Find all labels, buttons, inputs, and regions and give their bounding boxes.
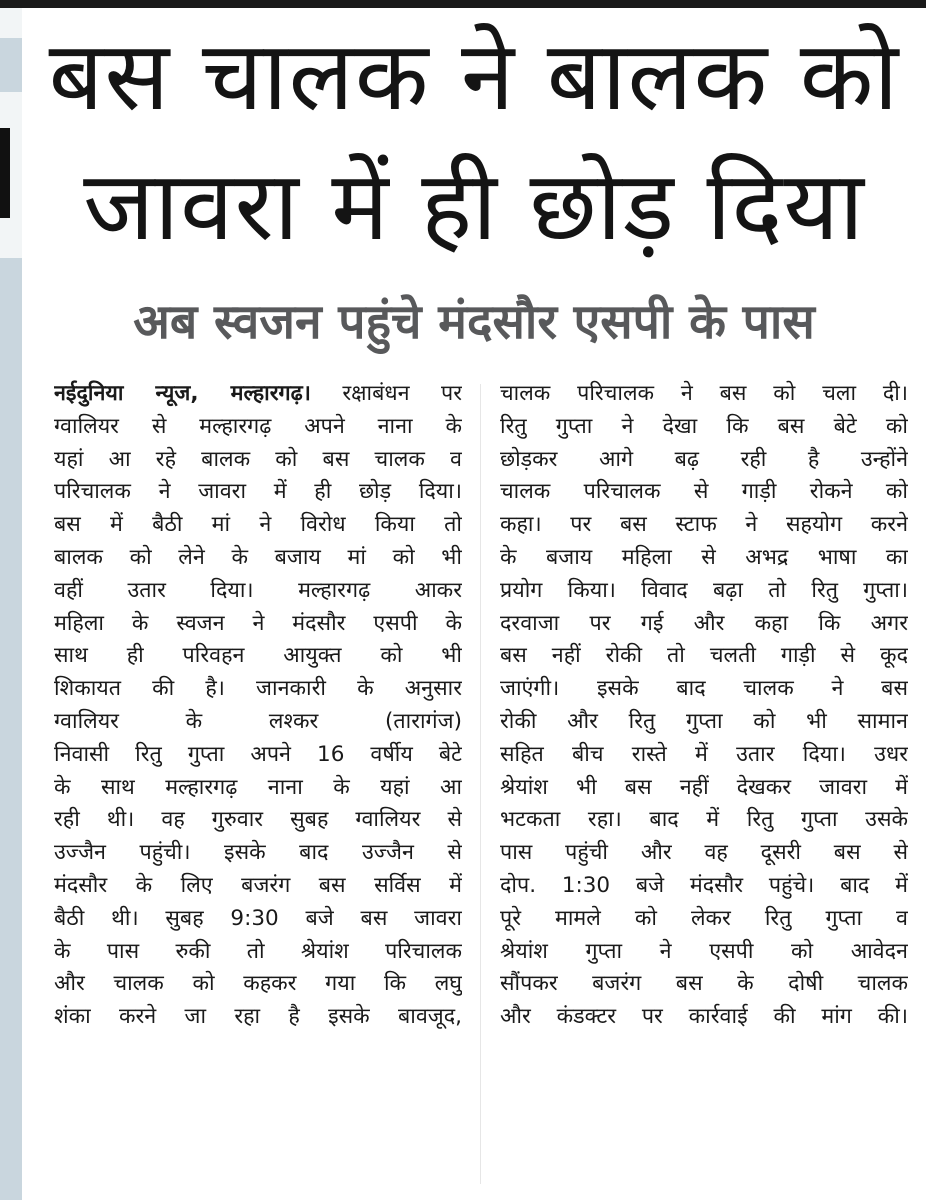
article-line: उज्जैन पहुंची। इसके बाद उज्जैन से <box>54 840 462 866</box>
article-line: सहित बीच रास्ते में उतार दिया। उधर <box>500 741 908 767</box>
article-line: बालक को लेने के बजाय मां को भी <box>54 544 462 570</box>
top-border <box>0 0 926 8</box>
article-line: मंदसौर के लिए बजरंग बस सर्विस में <box>54 872 462 898</box>
article-line: प्रयोग किया। विवाद बढ़ा तो रितु गुप्ता। <box>500 577 908 603</box>
article-line: साथ ही परिवहन आयुक्त को भी <box>54 643 462 669</box>
article-line: पास पहुंची और वह दूसरी बस से <box>500 840 908 866</box>
article-column-right <box>500 378 908 1034</box>
article-line: चालक परिचालक ने बस को चला दी। <box>500 381 908 406</box>
article-line: भटकता रहा। बाद में रितु गुप्ता उसके <box>500 807 908 833</box>
article-line: परिचालक ने जावरा में ही छोड़ दिया। <box>54 479 462 505</box>
article-line: के साथ मल्हारगढ़ नाना के यहां आ <box>54 774 462 800</box>
article-line: महिला के स्वजन ने मंदसौर एसपी के <box>54 610 462 636</box>
article-line: रही थी। वह गुरुवार सुबह ग्वालियर से <box>54 807 462 833</box>
article-line: यहां आ रहे बालक को बस चालक व <box>54 446 462 472</box>
article-line: श्रेयांश भी बस नहीं देखकर जावरा में <box>500 774 908 800</box>
article-line: रितु गुप्ता ने देखा कि बस बेटे को <box>500 413 908 439</box>
subheadline: अब स्वजन पहुंचे मंदसौर एसपी के पास <box>133 294 815 350</box>
article-line: छोड़कर आगे बढ़ रही है उन्होंने <box>500 446 908 472</box>
dateline: नईदुनिया न्यूज, मल्हारगढ़। <box>54 381 311 406</box>
article-line: और चालक को कहकर गया कि लघु <box>54 971 462 997</box>
article-line: दोप. 1:30 बजे मंदसौर पहुंचे। बाद में <box>500 872 908 898</box>
article-line: श्रेयांश गुप्ता ने एसपी को आवेदन <box>500 938 908 964</box>
article-line: के बजाय महिला से अभद्र भाषा का <box>500 544 908 570</box>
article-line: चालक परिचालक से गाड़ी रोकने को <box>500 479 908 505</box>
headline-line-1: बस चालक ने बालक को <box>48 20 900 132</box>
article-column-left <box>54 378 462 1034</box>
article-line: कहा। पर बस स्टाफ ने सहयोग करने <box>500 512 908 538</box>
article-line: सौंपकर बजरंग बस के दोषी चालक <box>500 971 908 997</box>
article-line: रोकी और रितु गुप्ता को भी सामान <box>500 708 908 734</box>
article-line: शंका करने जा रहा है इसके बावजूद, <box>54 1004 462 1030</box>
article-first-line <box>54 378 462 411</box>
article-line: वहीं उतार दिया। मल्हारगढ़ आकर <box>54 577 462 603</box>
first-line-text: रक्षाबंधन पर <box>310 381 462 406</box>
article-line: बस नहीं रोकी तो चलती गाड़ी से कूद <box>500 643 908 669</box>
article-line: बस में बैठी मां ने विरोध किया तो <box>54 512 462 538</box>
article-line: और कंडक्टर पर कार्रवाई की मांग की। <box>500 1004 908 1030</box>
article-line: दरवाजा पर गई और कहा कि अगर <box>500 610 908 636</box>
article-line: के पास रुकी तो श्रेयांश परिचालक <box>54 938 462 964</box>
article-line: जाएंगी। इसके बाद चालक ने बस <box>500 676 908 702</box>
headline-line-2: जावरा में ही छोड़ दिया <box>83 150 865 262</box>
left-edge-strip <box>0 8 22 1200</box>
article-line: ग्वालियर से मल्हारगढ़ अपने नाना के <box>54 413 462 439</box>
article-line: शिकायत की है। जानकारी के अनुसार <box>54 676 462 702</box>
article-line: ग्वालियर के लश्कर (तारागंज) <box>54 708 462 734</box>
article-line: पूरे मामले को लेकर रितु गुप्ता व <box>500 905 908 931</box>
article-line: निवासी रितु गुप्ता अपने 16 वर्षीय बेटे <box>54 741 462 767</box>
article-line: बैठी थी। सुबह 9:30 बजे बस जावरा <box>54 905 462 931</box>
column-divider <box>480 384 481 1184</box>
